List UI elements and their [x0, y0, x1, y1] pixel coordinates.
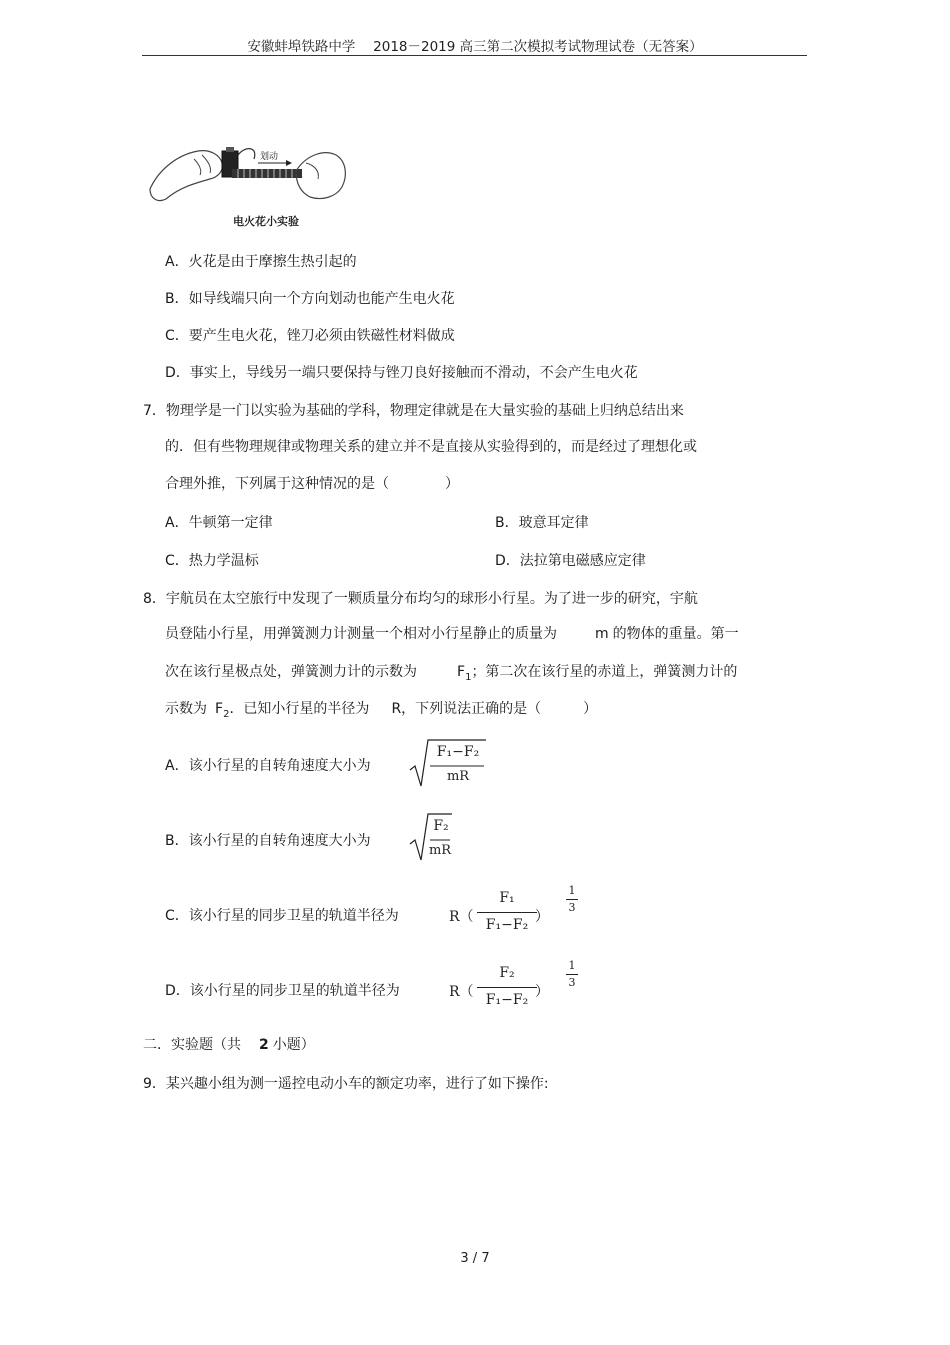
- q8-f2-symbol: F: [215, 701, 224, 717]
- spark-experiment-figure: [146, 141, 351, 233]
- q8-option-c-numerator: F₁: [499, 890, 515, 906]
- fraction-bar: [477, 912, 537, 913]
- q7-option-c: C．热力学温标: [165, 553, 259, 569]
- q8-option-c-prefix: R（: [449, 909, 474, 925]
- q8-option-c-suffix: ）: [535, 909, 549, 925]
- figure-caption: 电火花小实验: [233, 215, 299, 228]
- q8-option-b-denominator: mR: [428, 843, 452, 858]
- q8-option-b-formula: [408, 812, 454, 864]
- q8-f2-subscript: 2: [223, 709, 230, 720]
- q7-stem-line-3: 合理外推，下列属于这种情况的是（ ）: [165, 476, 459, 492]
- q8-stem-line-1: 8．宇航员在太空旅行中发现了一颗质量分布均匀的球形小行星。为了进一步的研究，宇航: [143, 591, 698, 607]
- q8-option-d-formula: [449, 959, 589, 1019]
- section-heading-experiments: [143, 1035, 315, 1055]
- q7-stem-line-1: 7．物理学是一门以实验为基础的学科，物理定律就是在大量实验的基础上归纳总结出来: [143, 403, 684, 419]
- page-number: 3 / 7: [460, 1251, 490, 1266]
- q8-option-d-prefix: R（: [449, 984, 474, 1000]
- q8-option-d-numerator: F₂: [499, 965, 515, 981]
- section-heading-text-b: 小题）: [272, 1037, 315, 1053]
- exponent-bar: [566, 899, 578, 900]
- page-header: 安徽蚌埠铁路中学 2018－2019 高三第二次模拟考试物理试卷（无答案）: [247, 39, 703, 55]
- section-question-count: 2: [259, 1037, 269, 1053]
- q8-option-a-text: A．该小行星的自转角速度大小为: [165, 758, 371, 774]
- q8-line4-text-c: ，下列说法正确的是（ ）: [401, 701, 598, 717]
- q8-option-c-formula: [449, 884, 589, 944]
- q8-line2-text-a: 员登陆小行星，用弹簧测力计测量一个相对小行星静止的质量为: [165, 626, 557, 642]
- q8-mass-symbol: m: [595, 626, 609, 642]
- q8-option-c-exponent-den: 3: [568, 901, 576, 914]
- exponent-bar: [566, 974, 578, 975]
- q8-stem-line-4: [165, 699, 597, 725]
- q7-stem-line-2: 的．但有些物理规律或物理关系的建立并不是直接从实验得到的，而是经过了理想化或: [165, 439, 697, 455]
- q8-option-a-formula: [408, 738, 488, 790]
- q8-option-b-numerator: F₂: [433, 818, 449, 834]
- q6-option-b: B．如导线端只向一个方向划动也能产生电火花: [165, 291, 455, 307]
- q8-option-c-text: C．该小行星的同步卫星的轨道半径为: [165, 908, 399, 924]
- q8-option-d-text: D．该小行星的同步卫星的轨道半径为: [165, 983, 400, 999]
- q6-option-d: D．事实上，导线另一端只要保持与锉刀良好接触而不滑动，不会产生电火花: [165, 365, 638, 381]
- q6-option-c: C．要产生电火花，锉刀必须由铁磁性材料做成: [165, 328, 455, 344]
- q8-option-a-numerator: F₁−F₂: [436, 744, 480, 760]
- q7-option-d: D．法拉第电磁感应定律: [495, 553, 646, 569]
- q8-line4-text-b: ．已知小行星的半径为: [229, 701, 370, 717]
- q8-option-c-exponent-num: 1: [568, 884, 576, 897]
- q8-f1-symbol: F: [457, 664, 466, 680]
- q8-option-d-denominator: F₁−F₂: [485, 992, 529, 1008]
- q6-option-a: A．火花是由于摩擦生热引起的: [165, 254, 357, 270]
- spark-experiment-illustration: [146, 141, 351, 233]
- q8-line2-text-b: 的物体的重量。第一: [612, 626, 739, 642]
- q8-stem-line-2: [165, 624, 739, 644]
- q8-option-d-exponent-num: 1: [568, 959, 576, 972]
- section-heading-text-a: 二．实验题（共: [143, 1037, 241, 1053]
- q8-line3-text-b: ；第二次在该行星的赤道上，弹簧测力计的: [471, 664, 738, 680]
- q8-option-d-suffix: ）: [535, 984, 549, 1000]
- q8-radius-symbol: R: [391, 701, 402, 717]
- slide-label: 划动: [260, 152, 279, 162]
- header-divider: [142, 55, 807, 56]
- q7-option-b: B．玻意耳定律: [495, 515, 589, 531]
- q8-option-b-text: B．该小行星的自转角速度大小为: [165, 833, 371, 849]
- q7-option-a: A．牛顿第一定律: [165, 515, 273, 531]
- q8-option-c-denominator: F₁−F₂: [485, 917, 529, 933]
- q8-f1-subscript: 1: [465, 672, 472, 683]
- q8-option-a-denominator: mR: [446, 769, 470, 784]
- q8-line3-text-a: 次在该行星极点处，弹簧测力计的示数为: [165, 664, 417, 680]
- fraction-bar: [477, 987, 537, 988]
- q9-stem: 9．某兴趣小组为测一遥控电动小车的额定功率，进行了如下操作:: [143, 1076, 549, 1092]
- q8-option-d-exponent-den: 3: [568, 976, 576, 989]
- q8-line4-text-a: 示数为: [165, 701, 207, 717]
- q8-stem-line-3: [165, 662, 737, 688]
